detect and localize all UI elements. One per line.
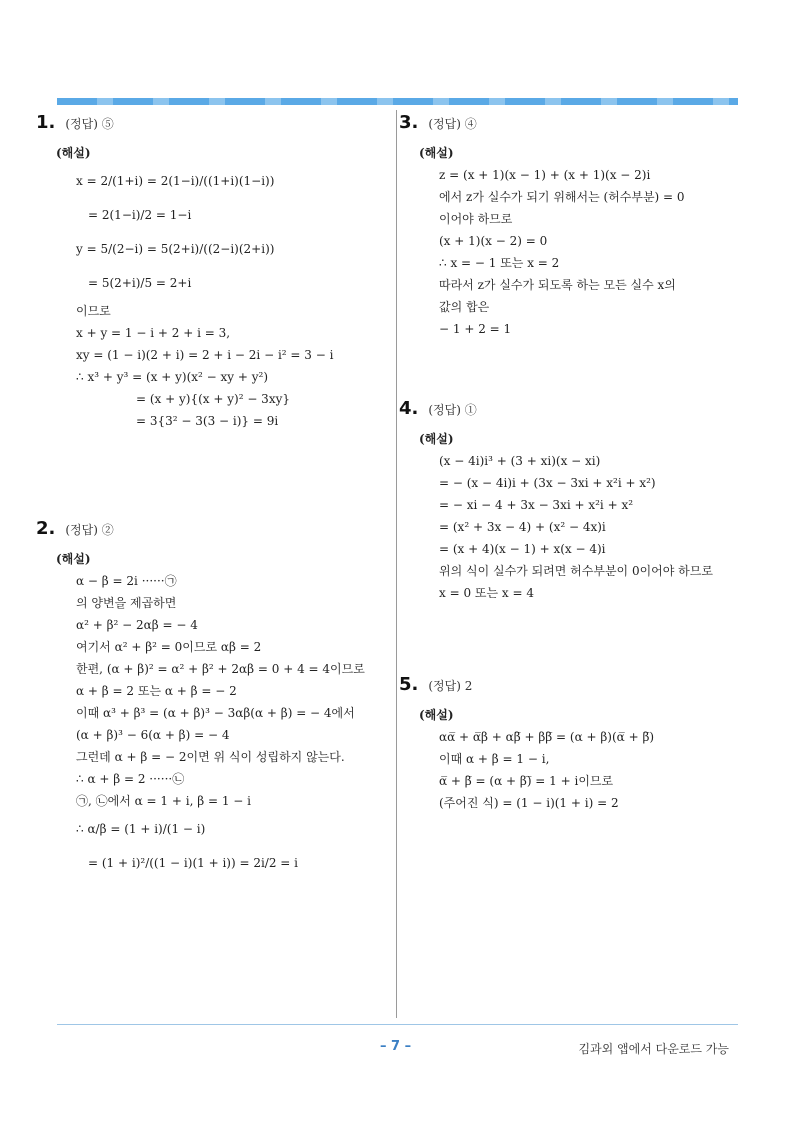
solution-line: (x + 1)(x − 2) = 0 xyxy=(439,234,548,248)
problem-number: 5. xyxy=(399,674,419,695)
solution-line: 여기서 α² + β² = 0이므로 αβ = 2 xyxy=(76,640,262,654)
solution-line: 이때 α + β = 1 − i, xyxy=(439,752,550,766)
column-divider xyxy=(396,110,397,1018)
solution-line: = 2(1−i)/2 = 1−i xyxy=(88,208,192,222)
solution-line: ∴ x = − 1 또는 x = 2 xyxy=(439,256,560,270)
solution-line: α + β = 2 또는 α + β = − 2 xyxy=(76,684,237,698)
solution-label: (해설) xyxy=(419,432,454,446)
answer-text: (정답) ② xyxy=(65,523,114,537)
solution-line: ∴ α + β = 2 ······㉡ xyxy=(76,772,185,786)
solution-line: z = (x + 1)(x − 1) + (x + 1)(x − 2)i xyxy=(439,168,651,182)
problem-2 xyxy=(36,518,386,880)
footer-divider xyxy=(57,1024,738,1025)
solution-line: α − β = 2i ······㉠ xyxy=(76,574,177,588)
solution-label: (해설) xyxy=(419,708,454,722)
problem-3 xyxy=(399,112,744,340)
solution-line: ∴ α/β = (1 + i)/(1 − i) xyxy=(76,822,206,836)
solution-line: ∴ x³ + y³ = (x + y)(x² − xy + y²) xyxy=(76,370,269,384)
problem-5 xyxy=(399,674,744,814)
solution-line: (α + β)³ − 6(α + β) = − 4 xyxy=(76,728,230,742)
solution-line: = (x² + 3x − 4) + (x² − 4x)i xyxy=(439,520,606,534)
solution-line: = − xi − 4 + 3x − 3xi + x²i + x² xyxy=(439,498,634,512)
solution-line: 위의 식이 실수가 되려면 허수부분이 0이어야 하므로 xyxy=(439,564,713,578)
solution-label: (해설) xyxy=(56,552,91,566)
problem-1 xyxy=(36,112,386,432)
solution-line: 따라서 z가 실수가 되도록 하는 모든 실수 x의 xyxy=(439,278,676,292)
solution-line: (주어진 식) = (1 − i)(1 + i) = 2 xyxy=(439,796,619,810)
solution-line: 이어야 하므로 xyxy=(439,212,513,226)
solution-line: 이때 α³ + β³ = (α + β)³ − 3αβ(α + β) = − 4에서 xyxy=(76,706,355,720)
solution-line: = (x + 4)(x − 1) + x(x − 4)i xyxy=(439,542,606,556)
solution-line: α̅ + β̅ = (α + β)̅ = 1 + i이므로 xyxy=(439,774,614,788)
solution-line: 이므로 xyxy=(76,304,111,318)
solution-line: xy = (1 − i)(2 + i) = 2 + i − 2i − i² = 3 − i xyxy=(76,348,334,362)
solution-line: = − (x − 4i)i + (3x − 3xi + x²i + x²) xyxy=(439,476,656,490)
solution-label: (해설) xyxy=(56,146,91,160)
solution-line: − 1 + 2 = 1 xyxy=(439,322,512,336)
answer-text: (정답) ⑤ xyxy=(65,117,114,131)
solution-line: 의 양변을 제곱하면 xyxy=(76,596,177,610)
solution-line: (x − 4i)i³ + (3 + xi)(x − xi) xyxy=(439,454,601,468)
solution-line: αα̅ + α̅β + αβ̅ + ββ̅ = (α + β)(α̅ + β̅) xyxy=(439,730,655,744)
solution-line: x = 2/(1+i) = 2(1−i)/((1+i)(1−i)) xyxy=(76,174,275,188)
problem-number: 3. xyxy=(399,112,419,133)
problem-number: 1. xyxy=(36,112,56,133)
answer-text: (정답) ① xyxy=(428,403,477,417)
solution-label: (해설) xyxy=(419,146,454,160)
solution-line: 에서 z가 실수가 되기 위해서는 (허수부분) = 0 xyxy=(439,190,685,204)
header-stripe xyxy=(57,98,738,105)
solution-line: x = 0 또는 x = 4 xyxy=(439,586,534,600)
page-number: – 7 – xyxy=(380,1039,412,1054)
solution-line: x + y = 1 − i + 2 + i = 3, xyxy=(76,326,231,340)
solution-line: 그런데 α + β = − 2이면 위 식이 성립하지 않는다. xyxy=(76,750,345,764)
solution-line: 한편, (α + β)² = α² + β² + 2αβ = 0 + 4 = 4이므로 xyxy=(76,662,365,676)
solution-line: y = 5/(2−i) = 5(2+i)/((2−i)(2+i)) xyxy=(76,242,275,256)
answer-text: (정답) ④ xyxy=(428,117,477,131)
solution-line: ㉠, ㉡에서 α = 1 + i, β = 1 − i xyxy=(76,794,251,808)
problem-4 xyxy=(399,398,744,604)
answer-text: (정답) 2 xyxy=(428,679,473,693)
solution-line: = 3{3² − 3(3 − i)} = 9i xyxy=(136,414,279,428)
solution-line: = (x + y){(x + y)² − 3xy} xyxy=(136,392,291,406)
solution-line: = (1 + i)²/((1 − i)(1 + i)) = 2i/2 = i xyxy=(88,856,298,870)
footer-brand: 김과외 앱에서 다운로드 가능 xyxy=(578,1042,729,1056)
problem-number: 2. xyxy=(36,518,56,539)
problem-number: 4. xyxy=(399,398,419,419)
solution-line: α² + β² − 2αβ = − 4 xyxy=(76,618,198,632)
solution-line: = 5(2+i)/5 = 2+i xyxy=(88,276,192,290)
solution-line: 값의 합은 xyxy=(439,300,490,314)
